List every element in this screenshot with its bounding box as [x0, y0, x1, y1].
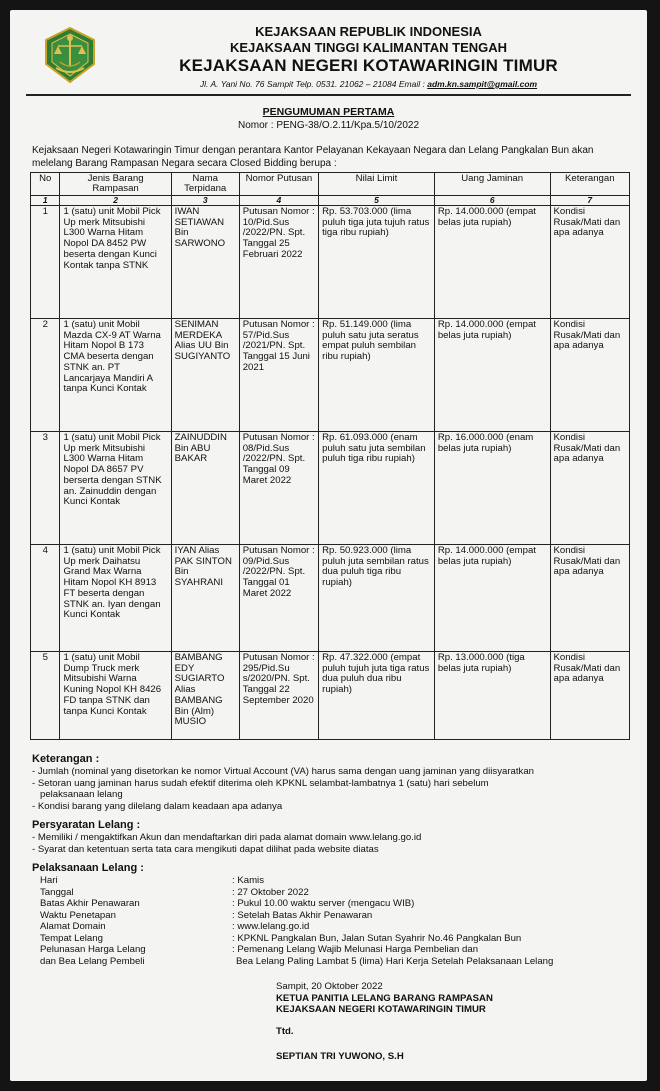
persyaratan-section: [32, 818, 627, 855]
pelaksanaan-section: [32, 861, 627, 875]
row-verdict: Putusan Nomor : 295/Pid.Su s/2020/PN. Spt. Tanggal 22 September 2020: [239, 652, 318, 740]
pelaksanaan-row: [40, 910, 553, 922]
pelaksanaan-row: [40, 875, 553, 887]
auction-items-table: [30, 172, 630, 740]
row-verdict: Putusan Nomor : 09/Pid.Sus /2022/PN. Spt. Tanggal 01 Maret 2022: [239, 545, 318, 652]
institution-line-2: KEJAKSAAN TINGGI KALIMANTAN TENGAH: [229, 40, 508, 55]
pelaksanaan-row: [40, 887, 553, 899]
row-no: 2: [31, 319, 60, 432]
row-name: BAMBANG EDY SUGIARTO Alias BAMBANG Bin (Alm) MUSIO: [171, 652, 239, 740]
keterangan-item: - Jumlah (nominal yang disetorkan ke nomor Virtual Account (VA) harus sama dengan uang jaminan yang diisyaratkan: [32, 766, 534, 777]
row-item: 1 (satu) unit Mobil Pick Up merk Mitsubishi L300 Warna Hitam Nopol DA 8452 PW beserta dengan Kunci Kontak tanpa STNK: [60, 206, 171, 319]
pelaksanaan-label: dan Bea Lelang Pembeli: [40, 955, 145, 967]
col-number: 3: [171, 196, 239, 206]
pelaksanaan-value: : Setelah Batas Akhir Penawaran: [232, 909, 373, 921]
row-deposit: Rp. 13.000.000 (tiga belas juta rupiah): [434, 652, 550, 740]
row-note: Kondisi Rusak/Mati dan apa adanya: [550, 432, 629, 545]
row-item: 1 (satu) unit Mobil Pick Up merk Daihatsu Grand Max Warna Hitam Nopol KH 8913 FT beserta dengan STNK an. Iyan dengan Kunci Kontak: [60, 545, 171, 652]
col-number: 2: [60, 196, 171, 206]
pelaksanaan-value: : 27 Oktober 2022: [232, 886, 309, 898]
row-note: Kondisi Rusak/Mati dan apa adanya: [550, 545, 629, 652]
col-number: 7: [550, 196, 629, 206]
table-column-number-row: [31, 196, 630, 206]
pelaksanaan-label: Pelunasan Harga Lelang: [40, 944, 146, 955]
row-deposit: Rp. 14.000.000 (empat belas juta rupiah): [434, 319, 550, 432]
col-number: 1: [31, 196, 60, 206]
keterangan-section: [32, 752, 627, 812]
col-note: Keterangan: [550, 173, 629, 196]
signature-place-date: Sampit, 20 Oktober 2022: [276, 981, 383, 992]
pelaksanaan-label: Batas Akhir Penawaran: [40, 898, 140, 909]
persyaratan-item: - Memiliki / mengaktifkan Akun dan mendaftarkan diri pada alamat domain www.lelang.go.id: [32, 832, 422, 843]
signature-block: [276, 981, 647, 1063]
col-no: No: [31, 173, 60, 196]
row-deposit: Rp. 14.000.000 (empat belas juta rupiah): [434, 545, 550, 652]
row-item: 1 (satu) unit Mobil Pick Up merk Mitsubishi L300 Warna Hitam Nopol DA 8657 PV berserta dengan STNK an. Zainuddin dengan Kunci Kontak: [60, 432, 171, 545]
row-name: SENIMAN MERDEKA Alias UU Bin SUGIYANTO: [171, 319, 239, 432]
col-number: 6: [434, 196, 550, 206]
announcement-intro: Kejaksaan Negeri Kotawaringin Timur dengan perantara Kantor Pelayanan Kekayaan Negara dan Lelang Pangkalan Bun akan melelang Barang Rampasan Negara secara Closed Bidding berupa :: [32, 145, 594, 169]
row-name: IWAN SETIAWAN Bin SARWONO: [171, 206, 239, 319]
announcement-document: [10, 10, 647, 1081]
col-name: Nama Terpidana: [171, 173, 239, 196]
institution-line-1: KEJAKSAAN REPUBLIK INDONESIA: [255, 24, 482, 39]
pelaksanaan-table: [40, 875, 553, 967]
signature-name: SEPTIAN TRI YUWONO, S.H: [276, 1051, 404, 1062]
signature-ttd: Ttd.: [276, 1025, 294, 1037]
row-limit: Rp. 53.703.000 (lima puluh tiga juta tujuh ratus tiga ribu rupiah): [319, 206, 435, 319]
persyaratan-title: Persyaratan Lelang :: [32, 819, 141, 831]
keterangan-item: pelaksanaan lelang: [40, 789, 123, 800]
pelaksanaan-title: Pelaksanaan Lelang :: [32, 862, 144, 874]
row-note: Kondisi Rusak/Mati dan apa adanya: [550, 319, 629, 432]
table-row: [31, 545, 630, 652]
pelaksanaan-label: Waktu Penetapan: [40, 909, 116, 921]
persyaratan-item: - Syarat dan ketentuan serta tata cara mengikuti dapat dilihat pada website diatas: [32, 843, 379, 855]
row-item: 1 (satu) unit Mobil Dump Truck merk Mitsubishi Warna Kuning Nopol KH 8426 FD tanpa STNK dan tanpa Kunci Kontak: [60, 652, 171, 740]
email-link[interactable]: adm.kn.sampit@gmail.com: [427, 79, 538, 89]
pelaksanaan-label: Tempat Lelang: [40, 932, 103, 944]
pelaksanaan-row: [40, 898, 553, 910]
pelaksanaan-row: [40, 933, 553, 945]
letterhead: [26, 10, 631, 96]
row-name: IYAN Alias PAK SINTON Bin SYAHRANI: [171, 545, 239, 652]
address-line: [112, 78, 625, 90]
table-row: [31, 206, 630, 319]
announcement-title: [10, 106, 647, 119]
col-item: Jenis Barang Rampasan: [60, 173, 171, 196]
row-verdict: Putusan Nomor : 08/Pid.Sus /2022/PN. Spt. Tanggal 09 Maret 2022: [239, 432, 318, 545]
col-limit: Nilai Limit: [319, 173, 435, 196]
pelaksanaan-value: : KPKNL Pangkalan Bun, Jalan Sutan Syahrir No.46 Pangkalan Bun: [232, 932, 522, 944]
address-text: Jl. A. Yani No. 76 Sampit Telp. 0531. 21062 – 21084 Email :: [199, 79, 425, 89]
pelaksanaan-label: Hari: [40, 875, 58, 886]
pelaksanaan-value: Bea Lelang Paling Lambat 5 (lima) Hari Kerja Setelah Pelaksanaan Lelang: [236, 955, 554, 967]
row-limit: Rp. 50.923.000 (lima puluh juta sembilan ratus dua puluh tiga ribu rupiah): [319, 545, 435, 652]
row-limit: Rp. 51.149.000 (lima puluh satu juta seratus empat puluh sembilan ribu rupiah): [319, 319, 435, 432]
col-number: 4: [239, 196, 318, 206]
pelaksanaan-value: : Kamis: [232, 875, 264, 886]
signature-role-line-1: KETUA PANITIA LELANG BARANG RAMPASAN: [276, 992, 493, 1004]
row-no: 4: [31, 545, 60, 652]
row-note: Kondisi Rusak/Mati dan apa adanya: [550, 206, 629, 319]
kejaksaan-emblem-icon: [40, 26, 100, 84]
pelaksanaan-row: [40, 944, 553, 956]
col-deposit: Uang Jaminan: [434, 173, 550, 196]
institution-line-3: KEJAKSAAN NEGERI KOTAWARINGIN TIMUR: [179, 56, 558, 75]
row-deposit: Rp. 16.000.000 (enam belas juta rupiah): [434, 432, 550, 545]
announcement-title-text: PENGUMUMAN PERTAMA: [262, 106, 395, 118]
row-item: 1 (satu) unit Mobil Mazda CX-9 AT Warna Hitam Nopol B 173 CMA beserta dengan STNK an. PT Lancarjaya Mandiri A tanpa Kunci Kontak: [60, 319, 171, 432]
pelaksanaan-label: Alamat Domain: [40, 921, 106, 932]
pelaksanaan-label: Tanggal: [40, 886, 74, 898]
table-row: [31, 432, 630, 545]
table-header-row: [31, 173, 630, 196]
row-note: Kondisi Rusak/Mati dan apa adanya: [550, 652, 629, 740]
keterangan-item: - Kondisi barang yang dilelang dalam keadaan apa adanya: [32, 800, 283, 812]
pelaksanaan-row: [40, 921, 553, 933]
table-row: [31, 319, 630, 432]
col-verdict: Nomor Putusan: [239, 173, 318, 196]
pelaksanaan-row: [40, 956, 553, 968]
keterangan-title: Keterangan :: [32, 753, 100, 765]
pelaksanaan-value: : Pukul 10.00 waktu server (mengacu WIB): [232, 898, 415, 909]
row-no: 1: [31, 206, 60, 319]
keterangan-item: - Setoran uang jaminan harus sudah efektif diterima oleh KPKNL selambat-lambatnya 1 (satu) hari sebelum: [32, 777, 489, 789]
row-limit: Rp. 61.093.000 (enam puluh satu juta sembilan puluh tiga ribu rupiah): [319, 432, 435, 545]
row-deposit: Rp. 14.000.000 (empat belas juta rupiah): [434, 206, 550, 319]
row-limit: Rp. 47.322.000 (empat puluh tujuh juta tiga ratus dua puluh dua ribu rupiah): [319, 652, 435, 740]
row-name: ZAINUDDIN Bin ABU BAKAR: [171, 432, 239, 545]
row-verdict: Putusan Nomor : 57/Pid.Sus /2021/PN. Spt. Tanggal 15 Juni 2021: [239, 319, 318, 432]
pelaksanaan-value: : www.lelang.go.id: [232, 921, 310, 932]
row-no: 3: [31, 432, 60, 545]
col-number: 5: [319, 196, 435, 206]
pelaksanaan-value: : Pemenang Lelang Wajib Melunasi Harga Pembelian dan: [232, 944, 479, 955]
announcement-number: Nomor : PENG-38/O.2.11/Kpa.5/10/2022: [237, 120, 420, 131]
signature-role-line-2: KEJAKSAAN NEGERI KOTAWARINGIN TIMUR: [276, 1004, 486, 1015]
row-no: 5: [31, 652, 60, 740]
row-verdict: Putusan Nomor : 10/Pid.Sus /2022/PN. Spt. Tanggal 25 Februari 2022: [239, 206, 318, 319]
table-row: [31, 652, 630, 740]
